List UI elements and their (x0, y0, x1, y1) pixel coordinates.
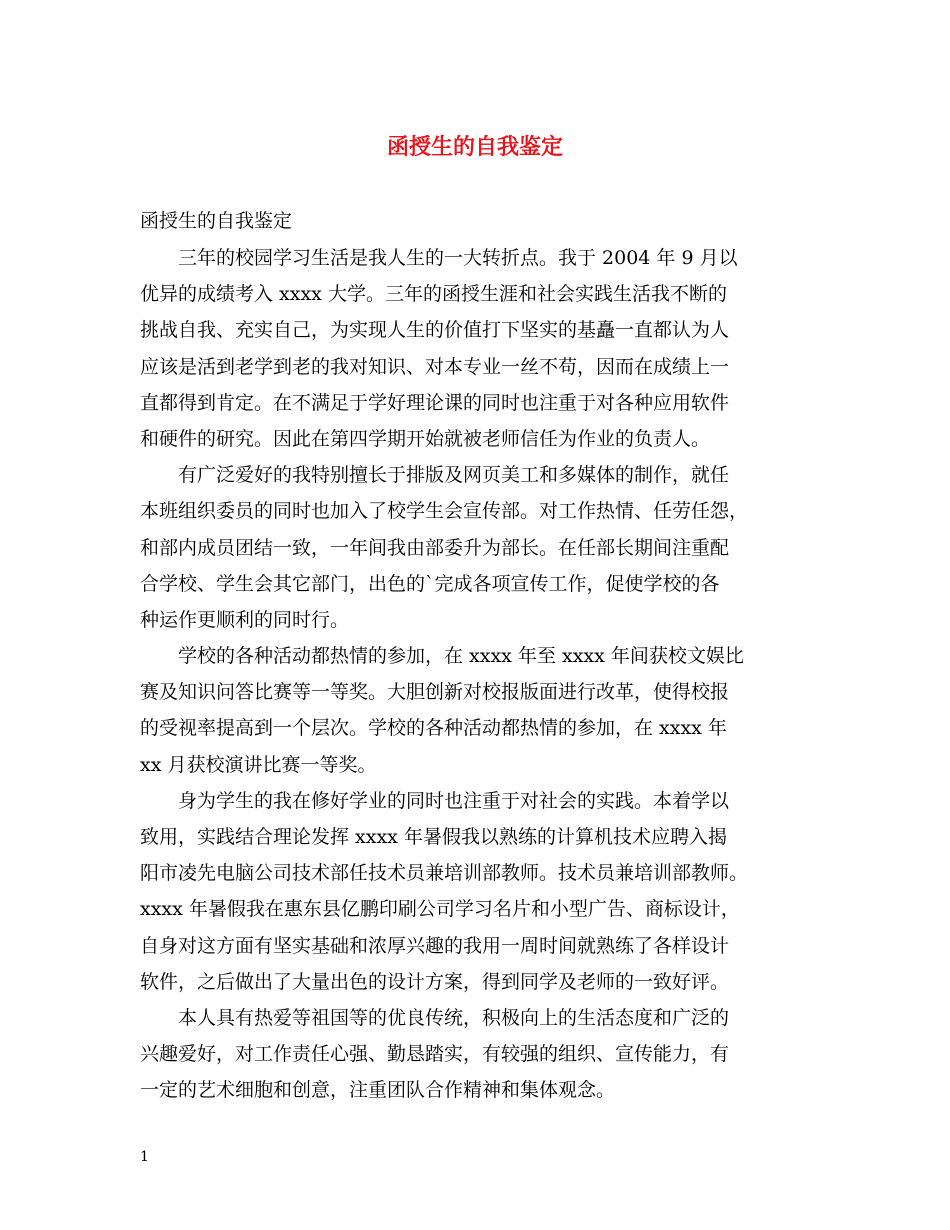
body-text-line: 兴趣爱好，对工作责任心强、勤恳踏实，有较强的组织、宣传能力，有 (140, 1043, 730, 1066)
body-text-line: 三年的校园学习生活是我人生的一大转折点。我于 2004 年 9 月以 (178, 247, 738, 269)
document-body (140, 240, 830, 1109)
body-text-line: 自身对这方面有坚实基础和浓厚兴趣的我用一周时间就熟练了各样设计 (140, 934, 730, 957)
body-text-line: 种运作更顺利的同时行。 (140, 608, 350, 631)
body-text-line: 阳市凌先电脑公司技术部任技术员兼培训部教师。技术员兼培训部教师。 (140, 862, 749, 885)
body-text-line: 赛及知识问答比赛等一等奖。大胆创新对校报版面进行改革，使得校报 (140, 681, 730, 704)
body-text-line: 本人具有热爱等祖国等的优良传统，积极向上的生活态度和广泛的 (178, 1006, 730, 1029)
body-text-line: 身为学生的我在修好学业的同时也注重于对社会的实践。本着学以 (178, 789, 730, 812)
body-text-line: 学校的各种活动都热情的参加，在 xxxx 年至 xxxx 年间获校文娱比 (178, 645, 744, 668)
body-text-line: 一定的艺术细胞和创意，注重团队合作精神和集体观念。 (140, 1079, 616, 1102)
body-text-line: 的受视率提高到一个层次。学校的各种活动都热情的参加，在 xxxx 年 (140, 717, 727, 740)
body-text-line: 直都得到肯定。在不满足于学好理论课的同时也注重于对各种应用软件 (140, 391, 730, 414)
body-text-line: 和部内成员团结一致，一年间我由部委升为部长。在任部长期间注重配 (140, 536, 730, 559)
body-text-line: 致用，实践结合理论发挥 xxxx 年暑假我以熟练的计算机技术应聘入揭 (140, 826, 727, 848)
document-subtitle: 函授生的自我鉴定 (140, 210, 293, 232)
body-text-line: xxxx 年暑假我在惠东县亿鹏印刷公司学习名片和小型广告、商标设计， (140, 898, 740, 921)
body-text-line: 应该是活到老学到老的我对知识、对本专业一丝不苟，因而在成绩上一 (140, 355, 730, 378)
body-text-line: 软件，之后做出了大量出色的设计方案，得到同学及老师的一致好评。 (140, 970, 730, 993)
document-title: 函授生的自我鉴定 (386, 134, 563, 160)
body-text-line: 挑战自我、充实自己，为实现人生的价值打下坚实的基矗一直都认为人 (140, 319, 730, 342)
body-text-line: 合学校、学生会其它部门，出色的`完成各项宣传工作，促使学校的各 (140, 572, 720, 595)
body-text-line: 和硬件的研究。因此在第四学期开始就被老师信任为作业的负责人。 (140, 427, 711, 450)
body-text-line: 有广泛爱好的我特别擅长于排版及网页美工和多媒体的制作，就任 (178, 464, 730, 487)
body-text-line: xx 月获校演讲比赛一等奖。 (140, 753, 377, 776)
body-text-line: 本班组织委员的同时也加入了校学生会宣传部。对工作热情、任劳任怨， (140, 500, 749, 523)
page-number: 1 (140, 1149, 149, 1165)
body-text-line: 优异的成绩考入 xxxx 大学。三年的函授生涯和社会实践生活我不断的 (140, 283, 727, 306)
